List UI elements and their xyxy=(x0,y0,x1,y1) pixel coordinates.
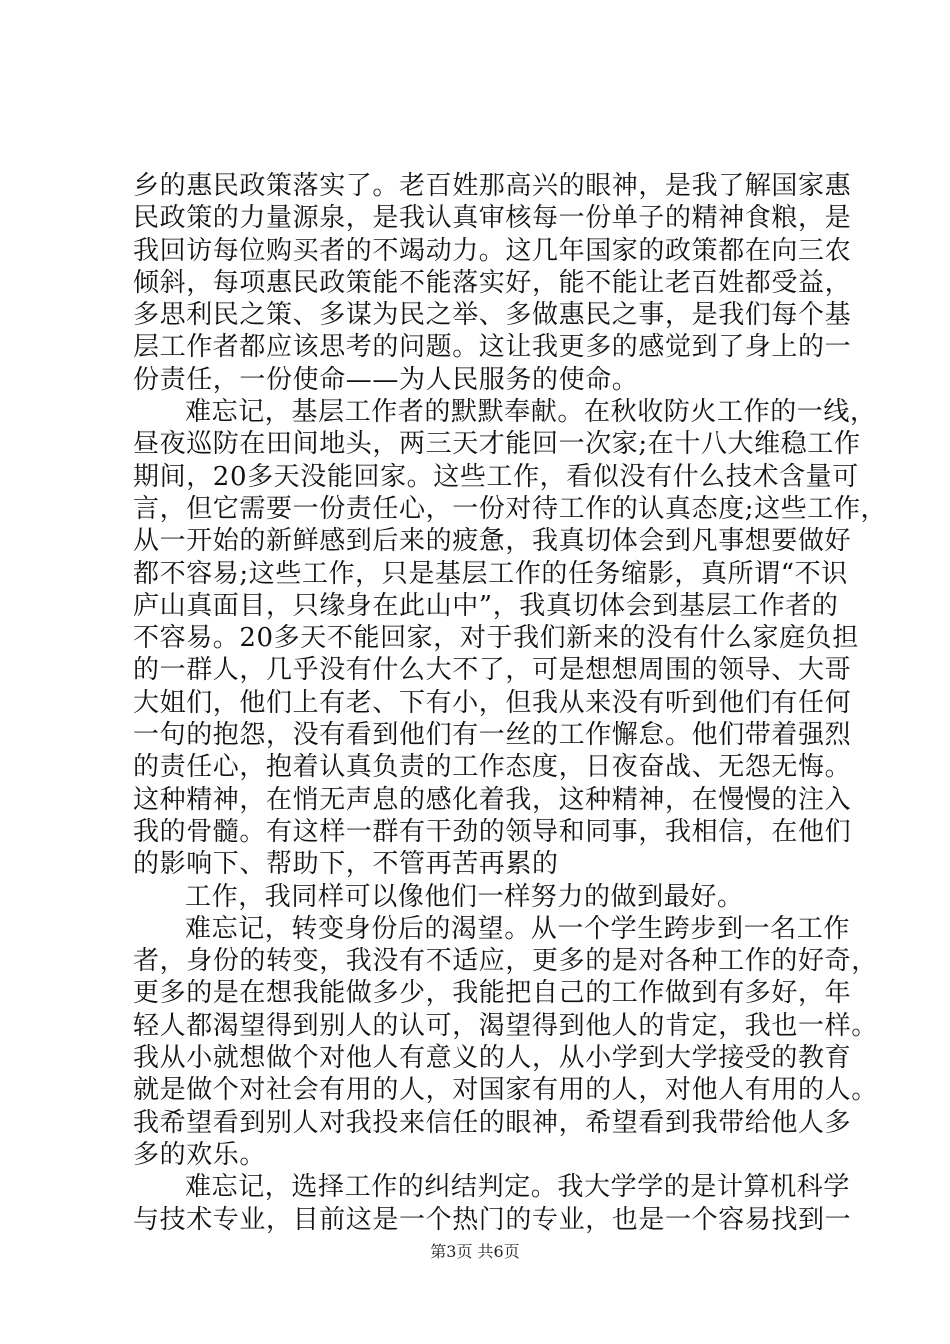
text-line: 我回访每位购买者的不竭动力。这几年国家的政策都在向三农 xyxy=(133,235,852,266)
paragraph-start-line: 难忘记，基层工作者的默默奉献。在秋收防火工作的一线， xyxy=(185,397,877,428)
body-text xyxy=(133,170,888,1236)
paragraph-start-line: 难忘记，转变身份后的渴望。从一个学生跨步到一名工作 xyxy=(185,913,851,944)
text-line: 轻人都渴望得到别人的认可，渴望得到他人的肯定，我也一样。 xyxy=(133,1010,878,1041)
page-footer xyxy=(0,1239,950,1262)
text-line: 者，身份的转变，我没有不适应，更多的是对各种工作的好奇， xyxy=(133,946,878,977)
text-line: 言，但它需要一份责任心，一份对待工作的认真态度;这些工作， xyxy=(133,493,888,524)
text-line: 从一开始的新鲜感到后来的疲惫，我真切体会到凡事想要做好 xyxy=(133,526,852,557)
text-line: 大姐们，他们上有老、下有小，但我从来没有听到他们有任何 xyxy=(133,687,852,718)
text-line: 我的骨髓。有这样一群有干劲的领导和同事，我相信，在他们 xyxy=(133,816,852,847)
paragraph-start-line: 工作，我同样可以像他们一样努力的做到最好。 xyxy=(185,881,744,912)
text-line: 我从小就想做个对他人有意义的人，从小学到大学接受的教育 xyxy=(133,1043,852,1074)
text-line: 民政策的力量源泉，是我认真审核每一份单子的精神食粮，是 xyxy=(133,203,852,234)
paragraph-start-line: 难忘记，选择工作的纠结判定。我大学学的是计算机科学 xyxy=(185,1172,851,1203)
text-line: 层工作者都应该思考的问题。这让我更多的感觉到了身上的一 xyxy=(133,332,852,363)
text-line: 的影响下、帮助下，不管再苦再累的 xyxy=(133,849,559,880)
text-line: 庐山真面目，只缘身在此山中”，我真切体会到基层工作者的 xyxy=(133,590,839,621)
page-number-label: 第3页 共6页 xyxy=(430,1242,520,1261)
text-line: 不容易。20多天不能回家，对于我们新来的没有什么家庭负担 xyxy=(133,623,859,654)
text-line: 就是做个对社会有用的人，对国家有用的人，对他人有用的人。 xyxy=(133,1075,878,1106)
text-line: 都不容易;这些工作，只是基层工作的任务缩影，真所谓“不识 xyxy=(133,558,848,589)
text-line: 更多的是在想我能做多少，我能把自己的工作做到有多好，年 xyxy=(133,978,852,1009)
text-line: 倾斜，每项惠民政策能不能落实好，能不能让老百姓都受益， xyxy=(133,267,852,298)
text-line: 多的欢乐。 xyxy=(133,1139,267,1170)
text-line: 乡的惠民政策落实了。老百姓那高兴的眼神，是我了解国家惠 xyxy=(133,171,852,201)
text-line: 的责任心，抱着认真负责的工作态度，日夜奋战、无怨无悔。 xyxy=(133,752,852,783)
text-line: 的一群人，几乎没有什么大不了，可是想想周围的领导、大哥 xyxy=(133,655,852,686)
text-line: 我希望看到别人对我投来信任的眼神，希望看到我带给他人多 xyxy=(133,1107,852,1138)
text-line: 与技术专业，目前这是一个热门的专业，也是一个容易找到一 xyxy=(133,1204,852,1235)
text-line: 昼夜巡防在田间地头，两三天才能回一次家;在十八大维稳工作 xyxy=(133,429,861,460)
text-line: 一句的抱怨，没有看到他们有一丝的工作懈怠。他们带着强烈 xyxy=(133,720,852,751)
text-line: 份责任，一份使命——为人民服务的使命。 xyxy=(133,364,639,395)
text-line: 这种精神，在悄无声息的感化着我，这种精神，在慢慢的注入 xyxy=(133,784,852,815)
text-line: 多思利民之策、多谋为民之举、多做惠民之事，是我们每个基 xyxy=(133,300,852,331)
text-line: 期间，20多天没能回家。这些工作，看似没有什么技术含量可 xyxy=(133,461,859,492)
